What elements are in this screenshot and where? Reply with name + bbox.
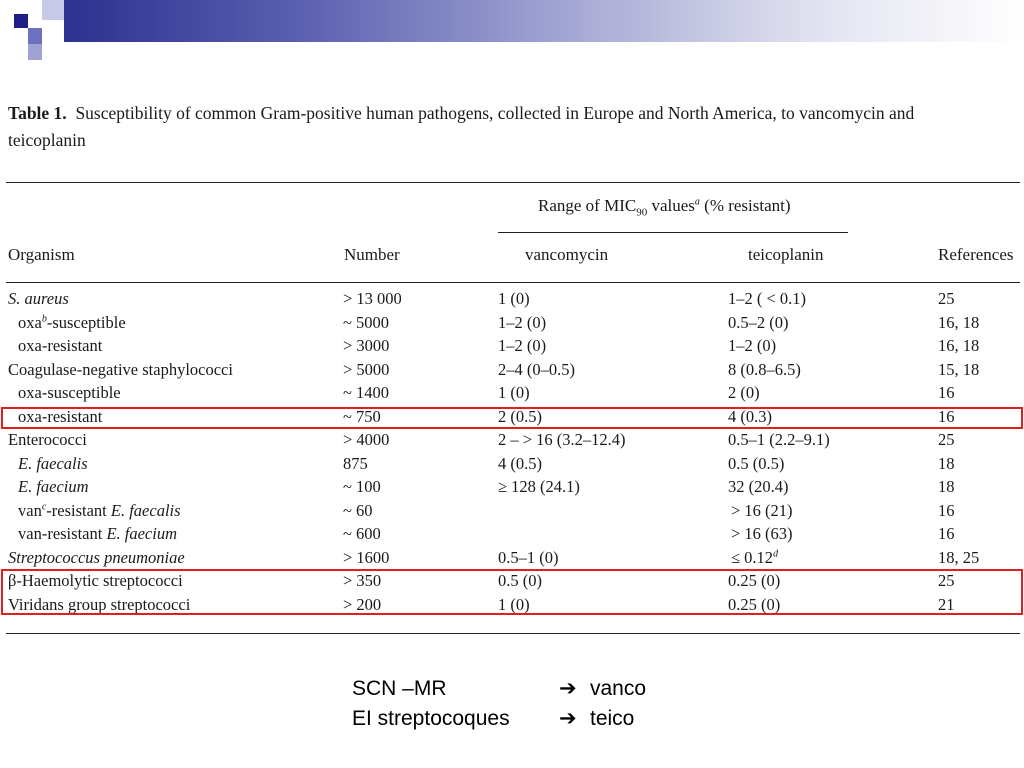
cell-references: 25 (938, 289, 955, 308)
cell-organism: E. faecalis (18, 453, 88, 473)
table-caption-block (6, 100, 1022, 154)
cell-vancomycin: 2 (0.5) (498, 406, 542, 426)
caption-label: Table 1. (8, 103, 67, 123)
cell-references: 16 (938, 524, 955, 543)
teicoplanin-sup: d (773, 548, 779, 559)
cell-number: ~ 60 (343, 500, 373, 520)
table-bottom-rule (6, 633, 1020, 634)
header-banner (0, 0, 1024, 62)
cell-vancomycin: 1–2 (0) (498, 336, 547, 355)
header-range-mic (538, 196, 791, 218)
cell-organism (18, 313, 126, 333)
cell-references: 16, 18 (938, 336, 980, 355)
header-range-text: Range of MIC (538, 196, 637, 215)
cell-references: 21 (938, 594, 955, 614)
header-number: Number (344, 245, 400, 264)
cell-teicoplanin: 0.25 (0) (728, 571, 781, 590)
note-result: teico (590, 707, 635, 730)
organism-post: -susceptible (46, 312, 126, 332)
cell-references: 16 (938, 500, 955, 520)
cell-number: > 1600 (343, 547, 390, 567)
cell-organism: S. aureus (8, 289, 69, 308)
note-label: EI streptocoques (352, 707, 510, 730)
cell-teicoplanin: > 16 (21) (731, 500, 793, 520)
banner-square (14, 14, 28, 28)
cell-references: 15, 18 (938, 359, 980, 379)
cell-vancomycin: 0.5–1 (0) (498, 547, 559, 567)
header-vancomycin: vancomycin (525, 245, 609, 264)
cell-number: ~ 5000 (343, 312, 390, 332)
organism-italic: E. faecalis (110, 500, 181, 520)
cell-vancomycin: 1 (0) (498, 383, 530, 402)
banner-square (14, 28, 28, 44)
highlight-box-oxa-resistant (1, 407, 1023, 429)
cell-vancomycin: 2 – > 16 (3.2–12.4) (498, 430, 626, 449)
cell-references: 25 (938, 430, 955, 449)
banner-square (28, 0, 42, 14)
cell-organism: oxa-susceptible (18, 383, 121, 402)
cell-number: > 5000 (343, 359, 390, 379)
cell-references: 25 (938, 571, 955, 590)
cell-number: > 3000 (343, 336, 390, 355)
header-span-rule (498, 232, 848, 233)
organism-italic: E. faecium (106, 524, 177, 543)
cell-teicoplanin: 4 (0.3) (728, 406, 772, 426)
header-teicoplanin: teicoplanin (748, 245, 824, 264)
banner-square (42, 20, 64, 44)
header-bottom-rule (6, 282, 1020, 283)
banner-square (0, 14, 14, 42)
highlight-box-streptococci (1, 569, 1023, 615)
cell-vancomycin: 2–4 (0–0.5) (498, 359, 575, 379)
teicoplanin-value: ≤ 0.12 (731, 547, 774, 567)
cell-number: 875 (343, 453, 368, 473)
header-organism: Organism (8, 245, 75, 264)
organism-post: -resistant (46, 500, 111, 520)
cell-references: 16 (938, 383, 955, 402)
note-label: SCN –MR (352, 677, 447, 700)
table-row (0, 477, 1024, 501)
cell-vancomycin: 4 (0.5) (498, 453, 542, 473)
cell-references: 16 (938, 406, 955, 426)
organism-pre: oxa (18, 312, 42, 332)
organism-pre: van (18, 500, 42, 520)
cell-organism: oxa-resistant (18, 406, 103, 426)
table-row (0, 336, 1024, 360)
table-row (0, 548, 1024, 572)
cell-teicoplanin (731, 548, 778, 568)
banner-gradient (55, 0, 1024, 42)
caption-text: Susceptibility of common Gram-positive human pathogens, collected in Europe and North America, to vancomycin and teicoplanin (8, 103, 915, 150)
table-row (0, 524, 1024, 548)
cell-organism (18, 524, 177, 544)
cell-number: ~ 100 (343, 477, 381, 496)
organism-sup: b (41, 313, 47, 324)
table-row (0, 313, 1024, 337)
organism-pre: van-resistant (18, 524, 107, 543)
cell-number: > 350 (343, 571, 382, 590)
arrow-right-icon: ➔ (559, 677, 577, 700)
header-range-suffix: (% resistant) (699, 196, 791, 215)
cell-teicoplanin: 0.5–2 (0) (728, 312, 789, 332)
cell-references: 16, 18 (938, 312, 980, 332)
cell-number: > 13 000 (343, 289, 402, 308)
header-range-sub: 90 (636, 206, 648, 219)
table-row (0, 383, 1024, 407)
banner-square (28, 44, 42, 60)
table-row (0, 289, 1024, 313)
cell-references: 18 (938, 453, 955, 473)
cell-references: 18 (938, 477, 955, 496)
cell-organism: Enterococci (8, 430, 87, 449)
cell-number: ~ 600 (343, 524, 381, 543)
cell-teicoplanin: 0.25 (0) (728, 594, 781, 614)
cell-teicoplanin: 32 (20.4) (728, 477, 789, 496)
cell-teicoplanin: 0.5–1 (2.2–9.1) (728, 430, 830, 449)
cell-organism: Viridans group streptococci (8, 594, 191, 614)
table-row (0, 430, 1024, 454)
cell-teicoplanin: 2 (0) (728, 383, 760, 402)
header-range-tail: values (647, 196, 695, 215)
cell-vancomycin: 0.5 (0) (498, 571, 542, 590)
arrow-right-icon: ➔ (559, 707, 577, 730)
cell-teicoplanin: > 16 (63) (731, 524, 793, 543)
cell-teicoplanin: 8 (0.8–6.5) (728, 359, 801, 379)
table-row (0, 454, 1024, 478)
cell-vancomycin: 1–2 (0) (498, 312, 547, 332)
cell-organism: Streptococcus pneumoniae (8, 547, 185, 567)
cell-number: > 200 (343, 594, 382, 614)
note-result: vanco (590, 677, 647, 700)
cell-organism (18, 501, 181, 521)
cell-vancomycin: 1 (0) (498, 594, 530, 614)
organism-sup: c (41, 501, 47, 512)
cell-teicoplanin: 1–2 (0) (728, 336, 777, 355)
table-row (0, 501, 1024, 525)
cell-number: > 4000 (343, 430, 390, 449)
banner-square (28, 28, 42, 44)
table-caption (8, 100, 968, 154)
table-row (0, 360, 1024, 384)
cell-number: ~ 1400 (343, 383, 390, 402)
cell-references: 18, 25 (938, 547, 980, 567)
header-range-sup: a (694, 196, 700, 208)
cell-organism: oxa-resistant (18, 336, 103, 355)
cell-organism: Coagulase-negative staphylococci (8, 359, 233, 379)
table-top-rule (6, 182, 1020, 183)
cell-teicoplanin: 1–2 ( < 0.1) (728, 289, 807, 308)
banner-square (0, 0, 14, 14)
cell-vancomycin: ≥ 128 (24.1) (498, 477, 580, 496)
header-references: References (938, 245, 1014, 264)
banner-square (42, 0, 64, 20)
cell-organism: β-Haemolytic streptococci (8, 571, 183, 590)
cell-number: ~ 750 (343, 406, 381, 426)
cell-vancomycin: 1 (0) (498, 289, 530, 308)
cell-organism: E. faecium (18, 477, 89, 496)
cell-teicoplanin: 0.5 (0.5) (728, 453, 785, 473)
